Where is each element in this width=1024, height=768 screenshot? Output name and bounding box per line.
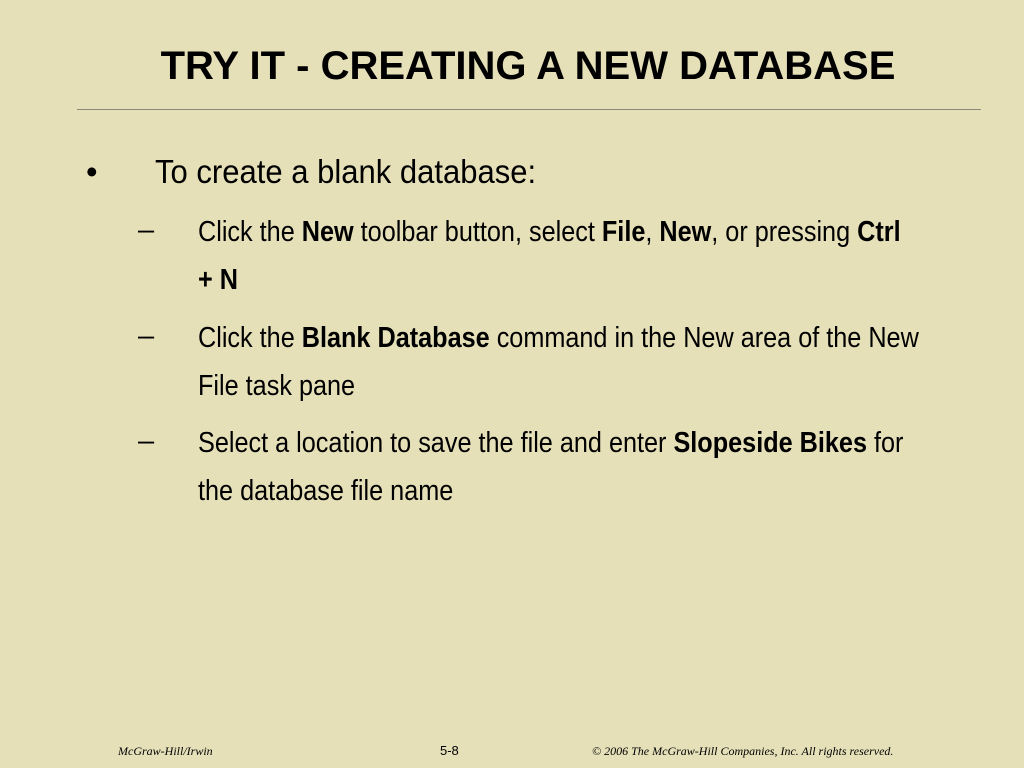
footer-publisher: McGraw-Hill/Irwin: [118, 744, 213, 758]
bullet-marker: •: [86, 153, 98, 190]
footer-page-number: 5-8: [440, 743, 459, 758]
sub-bullet-dash: –: [138, 320, 155, 352]
title-divider: [77, 109, 981, 110]
bullet-text: To create a blank database:: [155, 153, 537, 190]
sub-item-1: Click the New toolbar button, select File, New, or pressing Ctrl + N: [198, 216, 901, 296]
footer-copyright: © 2006 The McGraw-Hill Companies, Inc. All rights reserved.: [592, 744, 894, 758]
sub-bullet-dash: –: [138, 425, 155, 457]
slide-title: TRY IT - CREATING A NEW DATABASE: [160, 44, 896, 88]
sub-item-2: Click the Blank Database command in the New area of the New File task pane: [198, 322, 919, 402]
sub-item-3: Select a location to save the file and enter Slopeside Bikes for the database file name: [198, 427, 904, 507]
sub-bullet-dash: –: [138, 214, 155, 246]
